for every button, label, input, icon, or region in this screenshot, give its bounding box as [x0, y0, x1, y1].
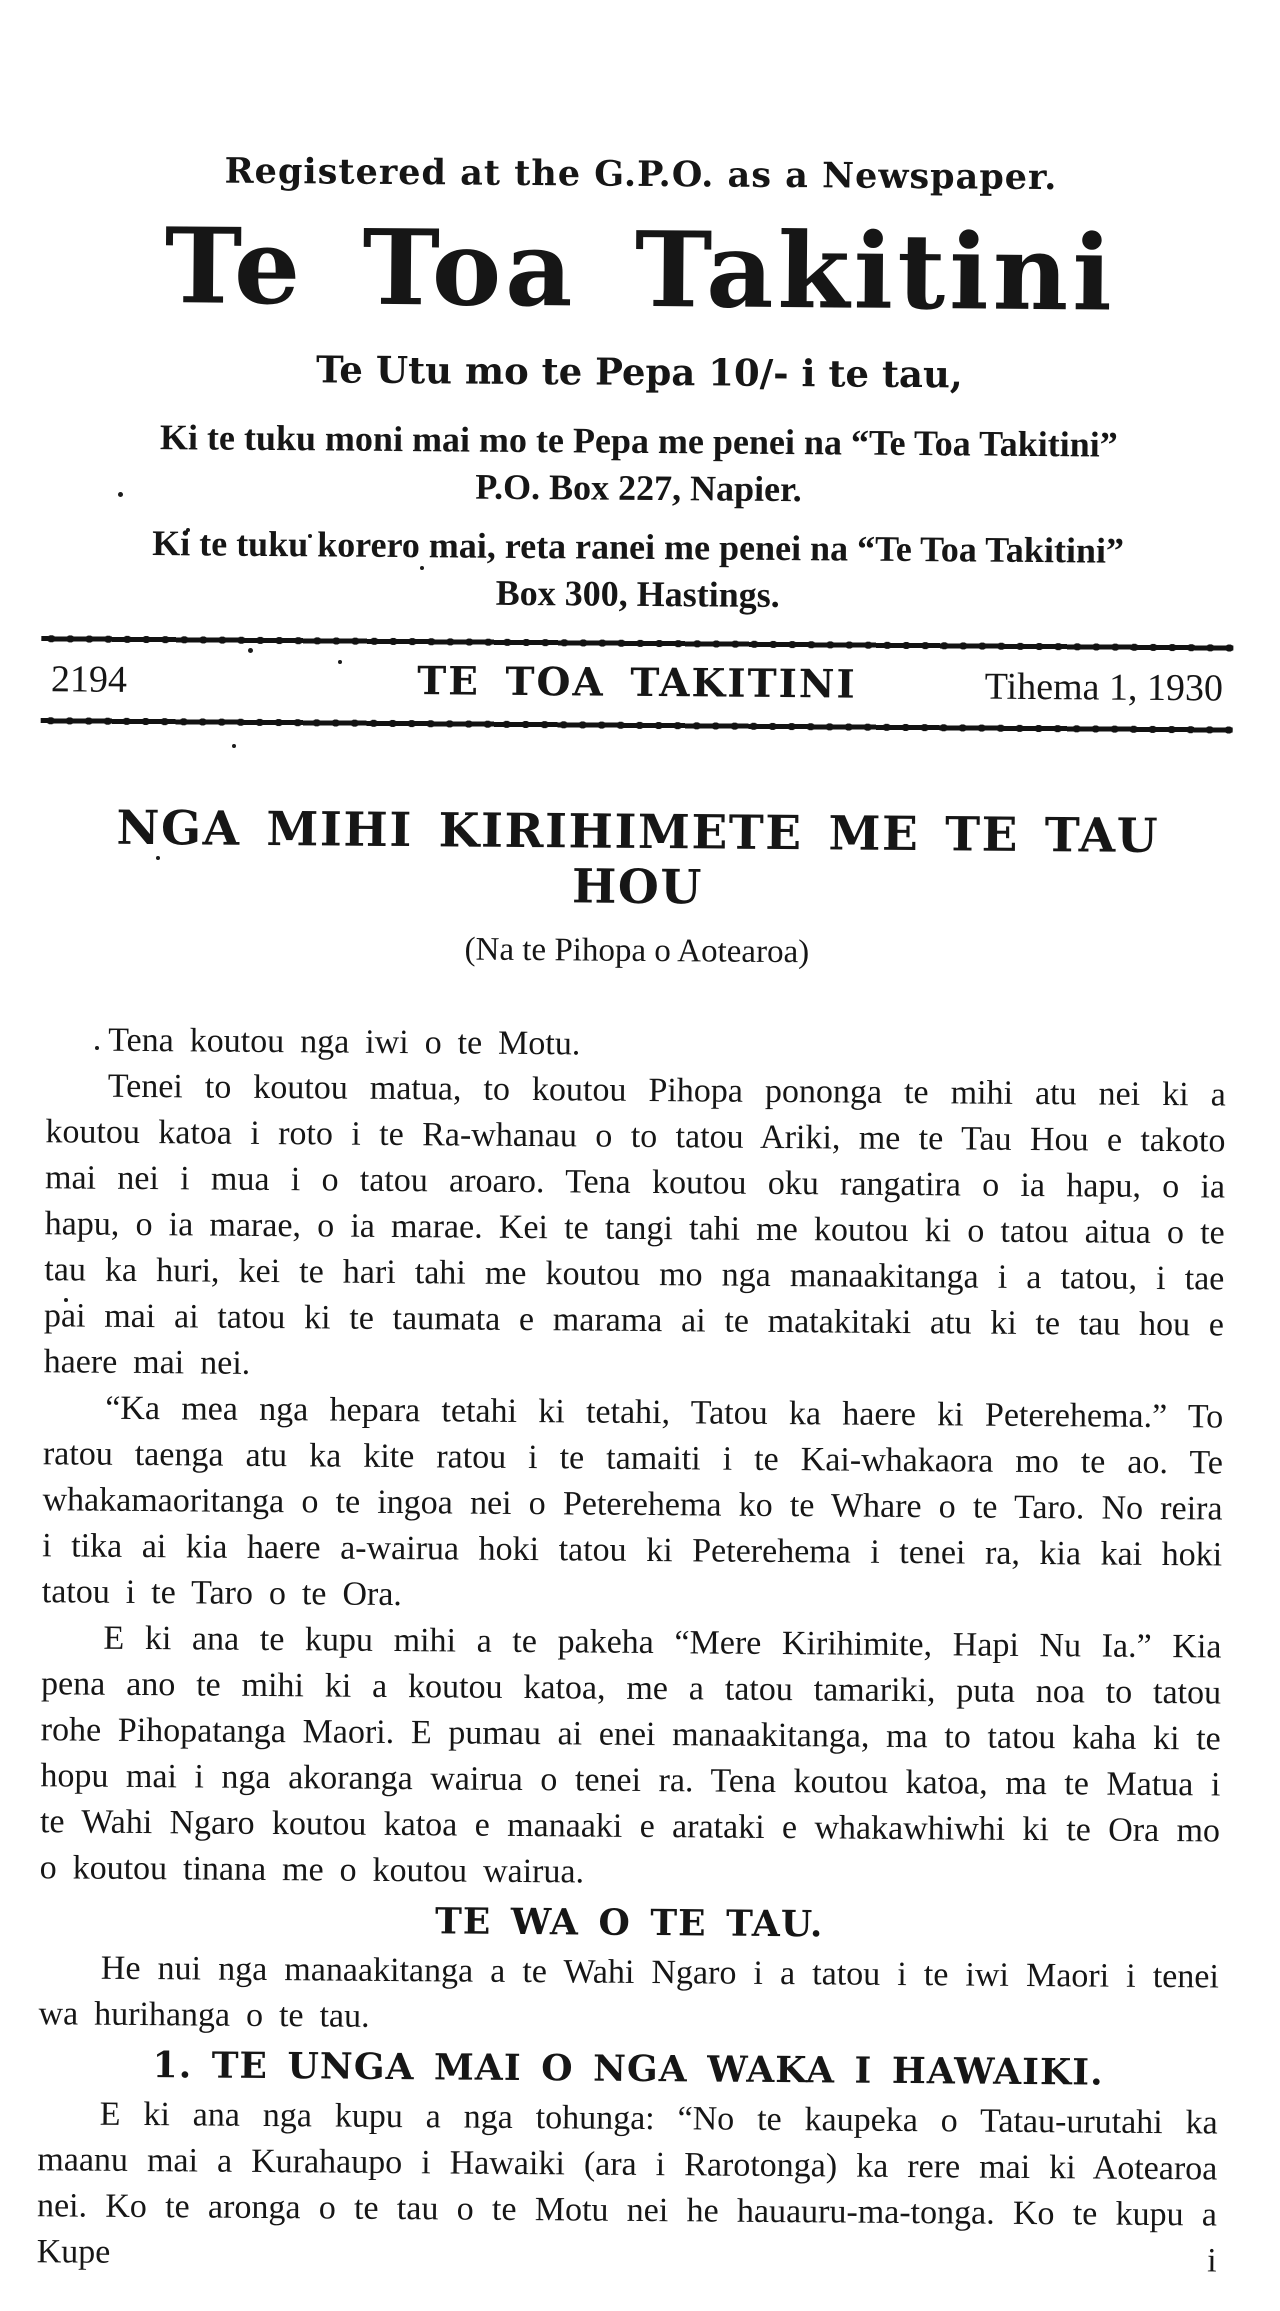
masthead-title: TE TOA TAKITINI: [417, 658, 857, 708]
article-byline: (Na te Pihopa o Aotearoa): [464, 931, 810, 971]
paragraph: Tenei to koutou matua, to koutou Pihopa pononga te mihi atu nei ki a koutou katoa i roto i te Ra-whanau o to tatou Ariki, me te Tau Hou e takoto mai nei i mua i o tatou aroaro. Tena koutou oku rangatira o ia hapu, o ia hapu, o ia marae, o ia marae. Kei te tangi tahi me koutou ki o tatou aitua o te tau ka huri, kei te hari tahi me koutou mo nga manaakitanga i a tatou, i tae pai mai ai tatou ki te taumata e marama ai te matakitaki atu ki te tau hou e haere mai nei.: [43, 1067, 1226, 1383]
article-heading: NGA MIHI KIRIHIMETE ME TE TAU HOU: [116, 800, 1160, 916]
section-heading-te-unga-mai: 1. TE UNGA MAI O NGA WAKA I HAWAIKI.: [152, 2044, 1104, 2094]
paragraph: Tena koutou nga iwi o te Motu.: [108, 1021, 581, 1063]
masthead: [41, 631, 1234, 737]
correspondence-line-1: Ki te tuku korero mai, reta ranei me penei na “Te Toa Takitini”: [152, 523, 1125, 571]
paper-header: [0, 0, 1280, 623]
paragraph: E ki ana te kupu mihi a te pakeha “Mere Kirihimite, Hapi Nu Ia.” Kia pena ano te mihi ki a koutou katoa, me a tatou tamariki, puta noa to tatou rohe Pihopatanga Maori. E pumau ai enei manaakitanga, ma to tatou kaha ki te hopu mai i nga akoranga wairua o tenei ra. Tena koutou katoa, ma te Matua i te Wahi Ngaro koutou katoa e manaaki e arataki e whakawhiwhi ki te Ora mo o koutou tinana me o koutou wairua.: [39, 1619, 1222, 1891]
masthead-page-number: 2194: [50, 658, 128, 702]
masthead-date: Tihema 1, 1930: [984, 665, 1224, 710]
paragraph: He nui nga manaakitanga a te Wahi Ngaro i a tatou i te iwi Maori i tenei wa hurihanga o te tau.: [38, 1949, 1219, 2036]
masthead-row: [41, 646, 1233, 722]
paragraph: E ki ana nga kupu a nga tohunga: “No te kaupeka o Tatau-urutahi ka maanu mai a Kurahaupo i Hawaiki (ara i Rarotonga) ka rere mai ki Aotearoa nei. Ko te aronga o te tau o te Motu nei he hauauru-ma-tonga. Ko te kupu a Kupe i: [36, 2095, 1218, 2280]
paper-title: Te Toa Takitini: [164, 204, 1117, 335]
article-body: [36, 1017, 1226, 2284]
correspondence-address: [0, 519, 1278, 623]
correspondence-line-2: Box 300, Hastings.: [495, 572, 780, 616]
remittance-line-2: P.O. Box 227, Napier.: [475, 466, 802, 510]
section-heading-te-wa-o-te-tau: TE WA O TE TAU.: [434, 1900, 824, 1946]
registered-line: Registered at the G.P.O. as a Newspaper.: [224, 150, 1058, 199]
paragraph: “Ka mea nga hepara tetahi ki tetahi, Tatou ka haere ki Peterehema.” To ratou taenga atu ka kite ratou i te tamaiti i te Kai-whakaora mo te ao. Te whakamaoritanga o te ingoa nei o Peterehema ko te Whare o te Taro. No reira i tika ai kia haere a-wairua hoki tatou ki Peterehema i tenei ra, kia kai hoki tatou i te Taro o te Ora.: [41, 1389, 1224, 1614]
price-line: Te Utu mo te Pepa 10/- i te tau,: [315, 347, 963, 397]
article: [0, 728, 1277, 2285]
remittance-line-1: Ki te tuku moni mai mo te Pepa me penei na “Te Toa Takitini”: [159, 417, 1118, 465]
remittance-address: [0, 413, 1279, 517]
